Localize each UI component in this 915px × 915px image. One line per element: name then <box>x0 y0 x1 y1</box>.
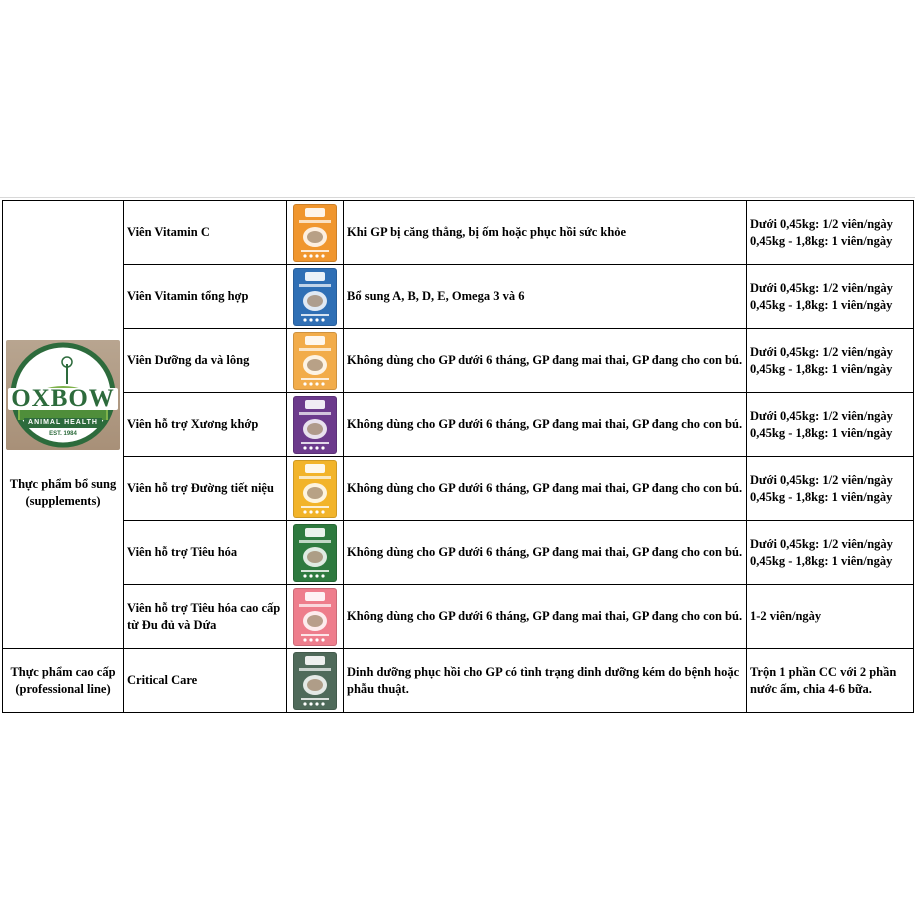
product-name: Viên Dưỡng da và lông <box>124 329 287 393</box>
product-image-cell <box>287 585 344 649</box>
dosage-cell <box>747 329 914 393</box>
brand-est: EST. 1984 <box>49 430 77 437</box>
table-row <box>3 521 914 585</box>
dosage-line: 0,45kg - 1,8kg: 1 viên/ngày <box>750 361 893 376</box>
dosage-cell <box>747 521 914 585</box>
product-name: Viên Vitamin tổng hợp <box>124 265 287 329</box>
dosage-line: Trộn 1 phần CC với 2 phần nước ấm, chia 4-6 bữa. <box>750 664 897 696</box>
dosage-cell <box>747 585 914 649</box>
usage-note: Bổ sung A, B, D, E, Omega 3 và 6 <box>344 265 747 329</box>
dosage-line: 0,45kg - 1,8kg: 1 viên/ngày <box>750 425 893 440</box>
category-cell <box>3 201 124 649</box>
product-package-icon <box>293 396 337 454</box>
product-image-cell <box>287 201 344 265</box>
dosage-cell <box>747 649 914 713</box>
table-row <box>3 393 914 457</box>
dosage-cell <box>747 265 914 329</box>
product-image-cell <box>287 649 344 713</box>
product-name: Viên hỗ trợ Xương khớp <box>124 393 287 457</box>
dosage-cell <box>747 393 914 457</box>
usage-note: Không dùng cho GP dưới 6 tháng, GP đang mai thai, GP đang cho con bú. <box>344 585 747 649</box>
usage-note: Dinh dưỡng phục hồi cho GP có tình trạng dinh dưỡng kém do bệnh hoặc phẫu thuật. <box>344 649 747 713</box>
dosage-line: 0,45kg - 1,8kg: 1 viên/ngày <box>750 553 893 568</box>
category-cell <box>3 649 124 713</box>
product-package-icon <box>293 332 337 390</box>
product-image-cell <box>287 265 344 329</box>
category-label: Thực phẩm bổ sung (supplements) <box>9 476 117 508</box>
product-name: Viên hỗ trợ Tiêu hóa cao cấp từ Đu đủ và Dứa <box>124 585 287 649</box>
usage-note: Không dùng cho GP dưới 6 tháng, GP đang mai thai, GP đang cho con bú. <box>344 457 747 521</box>
category-label: Thực phẩm cao cấp (professional line) <box>10 664 116 696</box>
product-package-icon <box>293 652 337 710</box>
dosage-line: Dưới 0,45kg: 1/2 viên/ngày <box>750 472 893 487</box>
usage-note: Không dùng cho GP dưới 6 tháng, GP đang mai thai, GP đang cho con bú. <box>344 393 747 457</box>
product-name: Viên hỗ trợ Đường tiết niệu <box>124 457 287 521</box>
supplement-table-sheet <box>2 200 914 713</box>
dosage-line: Dưới 0,45kg: 1/2 viên/ngày <box>750 344 893 359</box>
product-image-cell <box>287 393 344 457</box>
dosage-line: 0,45kg - 1,8kg: 1 viên/ngày <box>750 233 893 248</box>
dosage-line: 0,45kg - 1,8kg: 1 viên/ngày <box>750 297 893 312</box>
product-name: Critical Care <box>124 649 287 713</box>
table-row <box>3 649 914 713</box>
supplement-table <box>2 200 914 713</box>
table-row <box>3 265 914 329</box>
table-row <box>3 585 914 649</box>
oxbow-logo <box>6 340 120 450</box>
usage-note: Không dùng cho GP dưới 6 tháng, GP đang mai thai, GP đang cho con bú. <box>344 329 747 393</box>
product-image-cell <box>287 329 344 393</box>
product-package-icon <box>293 588 337 646</box>
table-body <box>3 201 914 713</box>
table-row <box>3 329 914 393</box>
product-image-cell <box>287 521 344 585</box>
product-package-icon <box>293 524 337 582</box>
dosage-line: 0,45kg - 1,8kg: 1 viên/ngày <box>750 489 893 504</box>
brand-tagline: ANIMAL HEALTH <box>28 418 98 426</box>
dosage-line: Dưới 0,45kg: 1/2 viên/ngày <box>750 216 893 231</box>
usage-note: Không dùng cho GP dưới 6 tháng, GP đang mai thai, GP đang cho con bú. <box>344 521 747 585</box>
product-name: Viên Vitamin C <box>124 201 287 265</box>
table-row <box>3 457 914 521</box>
dosage-line: Dưới 0,45kg: 1/2 viên/ngày <box>750 536 893 551</box>
page-top-rule <box>0 197 915 198</box>
table-row <box>3 201 914 265</box>
dosage-line: 1-2 viên/ngày <box>750 609 822 623</box>
dosage-cell <box>747 457 914 521</box>
product-name: Viên hỗ trợ Tiêu hóa <box>124 521 287 585</box>
brand-name: OXBOW <box>11 384 115 412</box>
dosage-cell <box>747 201 914 265</box>
usage-note: Khi GP bị căng thẳng, bị ốm hoặc phục hồi sức khỏe <box>344 201 747 265</box>
product-package-icon <box>293 204 337 262</box>
product-image-cell <box>287 457 344 521</box>
product-package-icon <box>293 268 337 326</box>
dosage-line: Dưới 0,45kg: 1/2 viên/ngày <box>750 280 893 295</box>
product-package-icon <box>293 460 337 518</box>
dosage-line: Dưới 0,45kg: 1/2 viên/ngày <box>750 408 893 423</box>
